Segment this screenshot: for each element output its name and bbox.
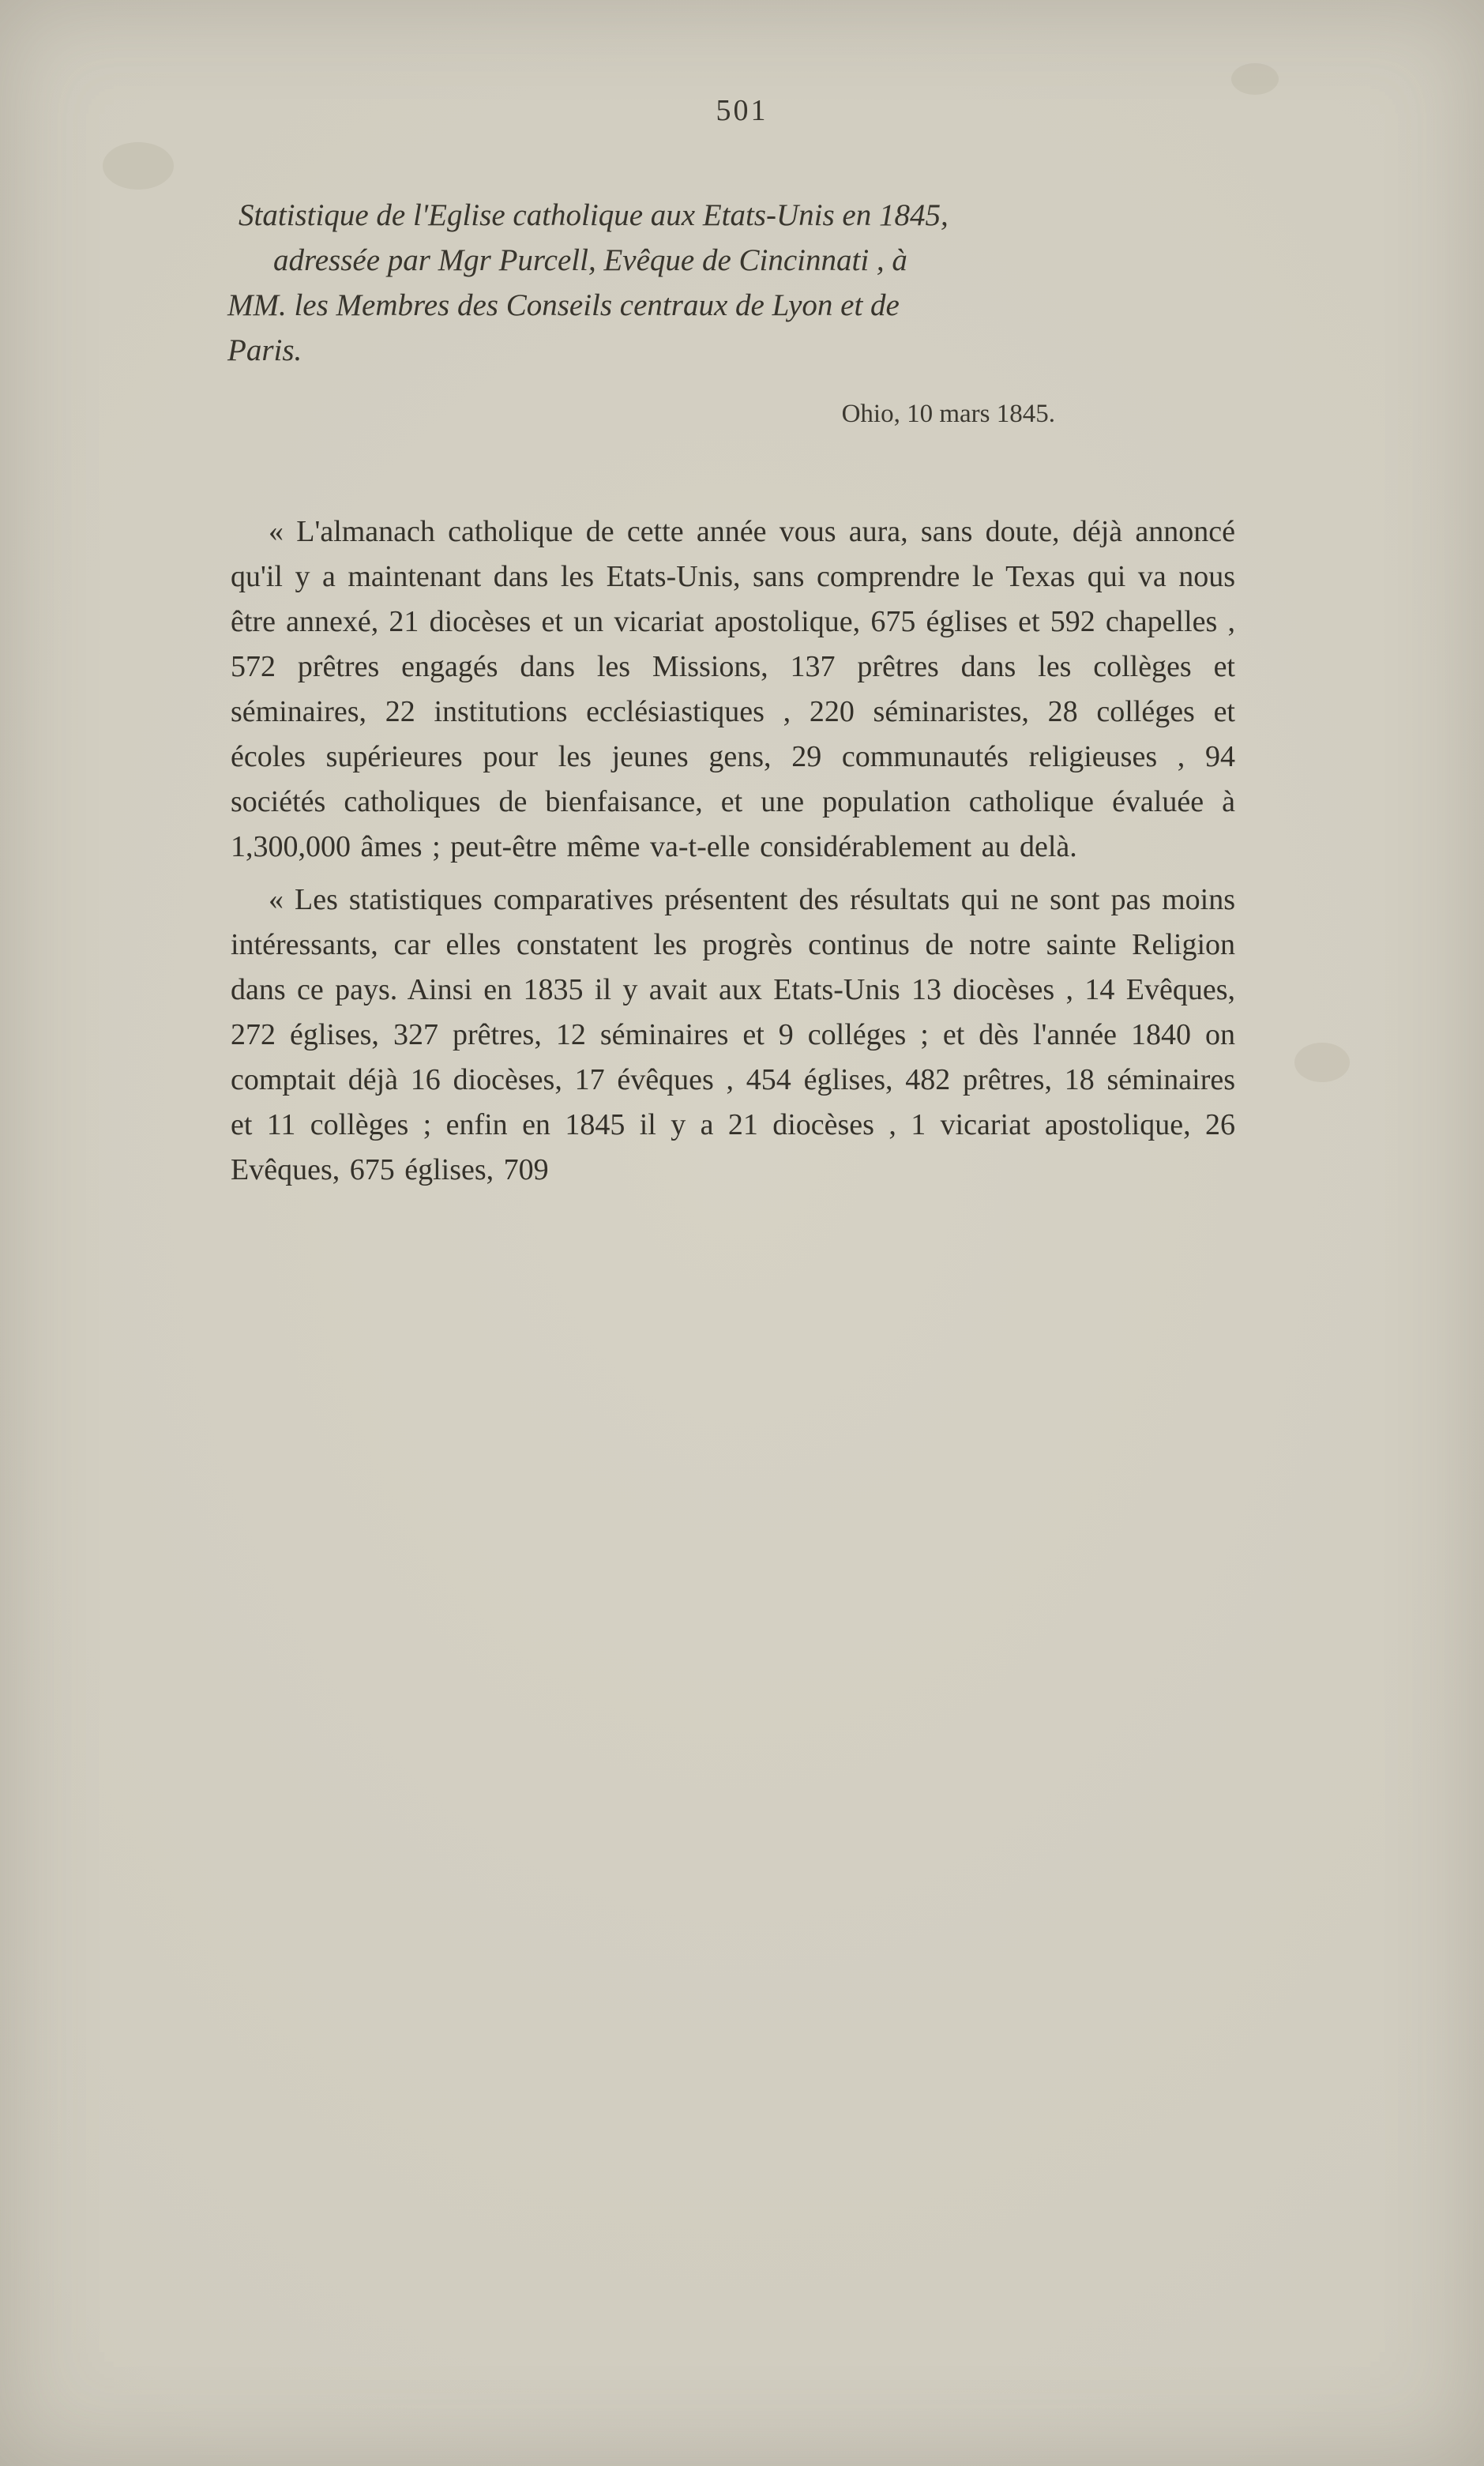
paper-stain: [1231, 63, 1279, 95]
title-line: Paris.: [227, 333, 302, 367]
dateline: Ohio, 10 mars 1845.: [841, 400, 1055, 428]
title-line: Statistique de l'Eglise catholique aux Etats-Unis en 1845,: [239, 198, 949, 232]
paper-stain: [103, 142, 174, 190]
page-number: 501: [716, 94, 768, 127]
body-paragraph: « Les statistiques comparatives présentent des résultats qui ne sont pas moins intéressants, car elles constatent les progrès continus de notre sainte Religion dans ce pays. Ainsi en 1835 il y avait aux Etats-Unis 13 diocèses , 14 Evêques, 272 églises, 327 prêtres, 12 séminaires et 9 colléges ; et dès l'année 1840 on comptait déjà 16 diocèses, 17 évêques , 454 églises, 482 prêtres, 18 séminaires et 11 collèges ; enfin en 1845 il y a 21 diocèses , 1 vicariat apostolique, 26 Evêques, 675 églises, 709: [231, 883, 1235, 1186]
title-line: adressée par Mgr Purcell, Evêque de Cincinnati , à: [273, 243, 907, 277]
body-paragraph: « L'almanach catholique de cette année vous aura, sans doute, déjà annoncé qu'il y a maintenant dans les Etats-Unis, sans comprendre le Texas qui va nous être annexé, 21 diocèses et un vicariat apostolique, 675 églises et 592 chapelles , 572 prêtres engagés dans les Missions, 137 prêtres dans les collèges et séminaires, 22 institutions ecclésiastiques , 220 séminaristes, 28 colléges et écoles supérieures pour les jeunes gens, 29 communautés religieuses , 94 sociétés catholiques de bienfaisance, et une population catholique évaluée à 1,300,000 âmes ; peut-être même va-t-elle considérablement au delà.: [231, 515, 1235, 863]
document-body: [231, 509, 1235, 1193]
document-title: [227, 193, 1242, 373]
paper-stain: [1294, 1043, 1350, 1082]
title-line: MM. les Membres des Conseils centraux de Lyon et de: [227, 288, 900, 322]
